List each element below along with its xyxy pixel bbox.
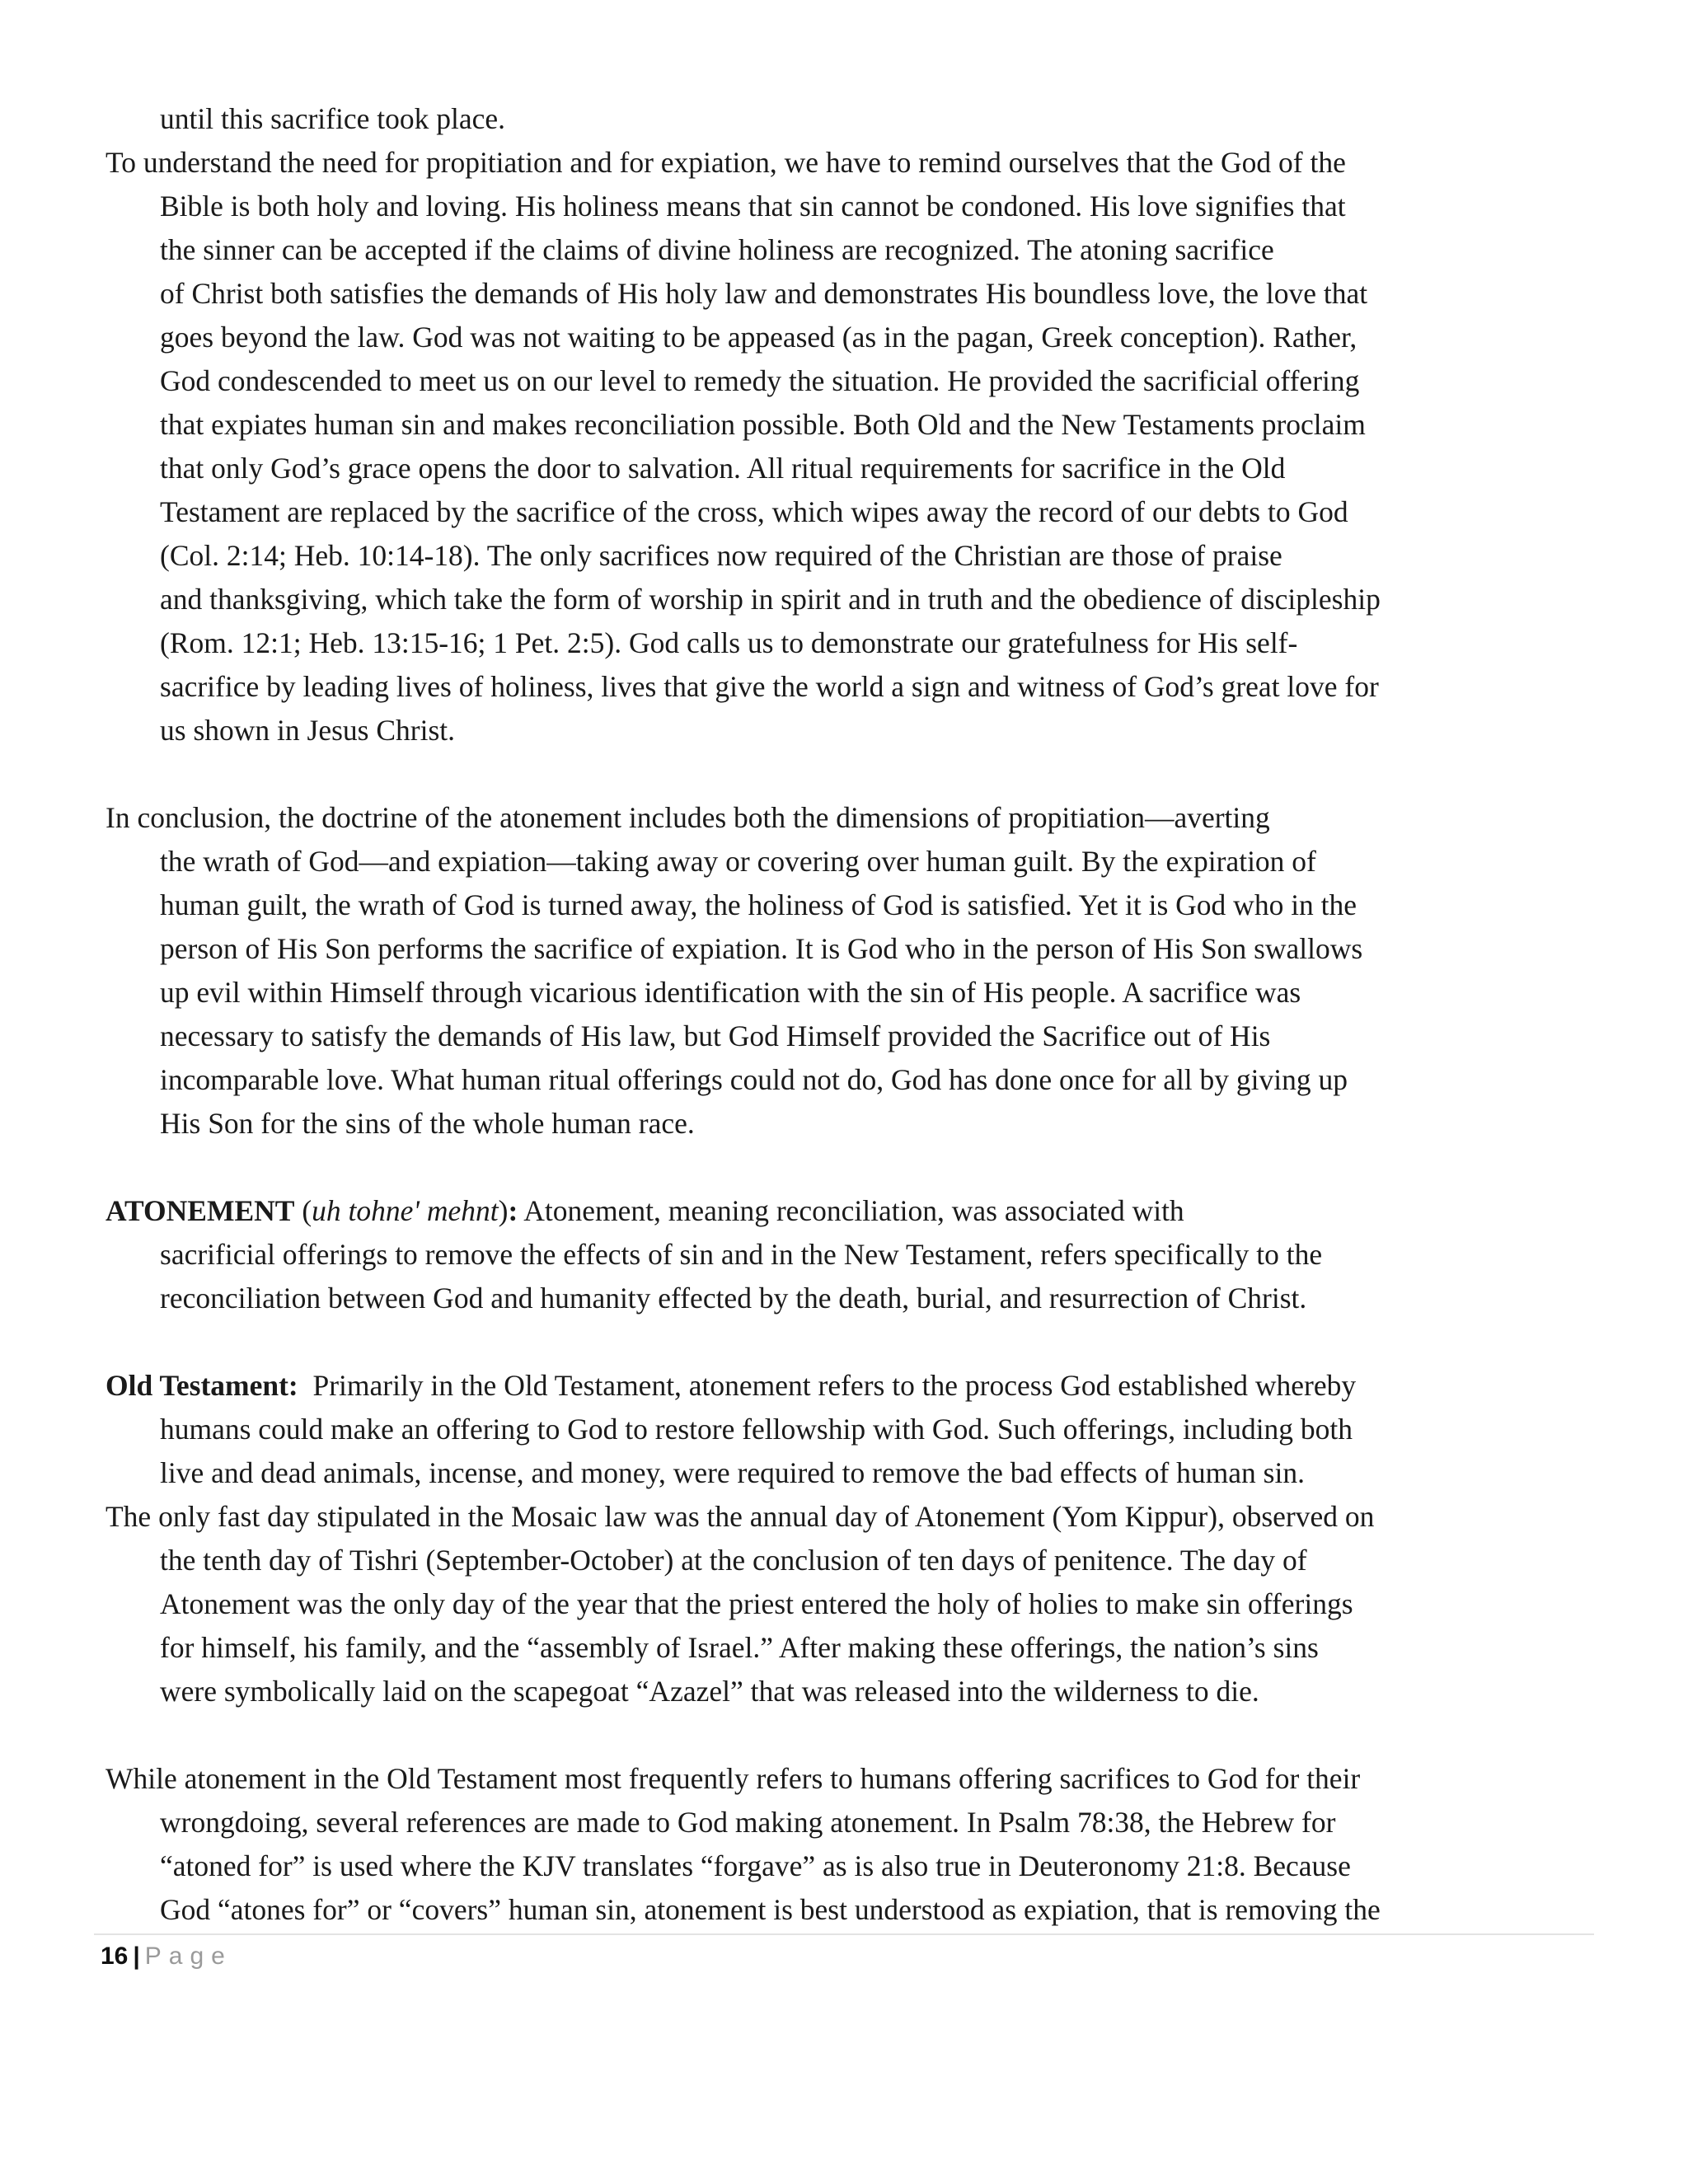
section-first-line (106, 1364, 1523, 1408)
text-line: God “atones for” or “covers” human sin, atonement is best understood as expiation, that is removing the (160, 1893, 1381, 1926)
text-line: Bible is both holy and loving. His holiness means that sin cannot be condoned. His love signifies that (160, 190, 1346, 223)
text-line: “atoned for” is used where the KJV translates “forgave” as is also true in Deuteronomy 21:8. Because (160, 1849, 1351, 1882)
footer-separator: | (133, 1943, 140, 1970)
paragraph-propitiation-expiation (106, 141, 1523, 752)
text-line: goes beyond the law. God was not waiting to be appeased (as in the pagan, Greek conception). Rather, (160, 321, 1357, 354)
text-line: reconciliation between God and humanity effected by the death, burial, and resurrection of Christ. (160, 1282, 1307, 1315)
paragraph-continuation (106, 97, 1523, 141)
footer-divider (94, 1933, 1594, 1935)
entry-first-line: ATONEMENT (uh tohne' mehnt): Atonement, meaning reconciliation, was associated with (106, 1194, 1184, 1227)
text-line: necessary to satisfy the demands of His law, but God Himself provided the Sacrifice out of His (160, 1019, 1271, 1052)
text-line: the sinner can be accepted if the claims of divine holiness are recognized. The atoning sacrifice (160, 233, 1274, 266)
text-line: and thanksgiving, which take the form of worship in spirit and in truth and the obedience of discipleship (160, 583, 1381, 616)
text-line: of Christ both satisfies the demands of His holy law and demonstrates His boundless love, the love that (160, 277, 1368, 310)
text-line: human guilt, the wrath of God is turned away, the holiness of God is satisfied. Yet it is God who in the (160, 888, 1357, 921)
text-line: His Son for the sins of the whole human race. (160, 1107, 695, 1140)
paragraph-conclusion (106, 796, 1523, 1146)
text-line: While atonement in the Old Testament most frequently refers to humans offering sacrifices to God for their (106, 1762, 1361, 1795)
entry-atonement (106, 1189, 1523, 1320)
section-old-testament (106, 1364, 1523, 1495)
paragraph-spacer (106, 1320, 1523, 1364)
text-line: live and dead animals, incense, and money, were required to remove the bad effects of human sin. (160, 1456, 1305, 1489)
page-label: Page (144, 1943, 232, 1970)
paragraph-spacer (106, 1146, 1523, 1189)
text-line: sacrifice by leading lives of holiness, lives that give the world a sign and witness of God’s great love for (160, 670, 1379, 703)
page-footer (101, 1938, 232, 1975)
text-line: In conclusion, the doctrine of the atonement includes both the dimensions of propitiation—averting (106, 801, 1270, 834)
text-line: Testament are replaced by the sacrifice of the cross, which wipes away the record of our debts to God (160, 495, 1348, 528)
text-line: that expiates human sin and makes reconciliation possible. Both Old and the New Testaments proclaim (160, 408, 1366, 441)
paragraph-spacer (106, 752, 1523, 796)
section-first-line-text: Primarily in the Old Testament, atonement refers to the process God established whereby (298, 1369, 1357, 1402)
text-line: until this sacrifice took place. (160, 102, 505, 135)
text-line: wrongdoing, several references are made to God making atonement. In Psalm 78:38, the Hebrew for (160, 1806, 1336, 1839)
text-line: incomparable love. What human ritual offerings could not do, God has done once for all by giving up (160, 1063, 1348, 1096)
paragraph-day-of-atonement (106, 1495, 1523, 1713)
text-line: for himself, his family, and the “assembly of Israel.” After making these offerings, the nation’s sins (160, 1631, 1319, 1664)
text-line: Atonement was the only day of the year that the priest entered the holy of holies to make sin offerings (160, 1587, 1353, 1620)
text-line: sacrificial offerings to remove the effects of sin and in the New Testament, refers specifically to the (160, 1238, 1323, 1271)
document-body (106, 97, 1523, 1932)
entry-heading: ATONEMENT (106, 1194, 295, 1227)
entry-first-line-text: Atonement, meaning reconciliation, was associated with (518, 1194, 1184, 1227)
text-line: us shown in Jesus Christ. (160, 714, 455, 747)
text-line: The only fast day stipulated in the Mosaic law was the annual day of Atonement (Yom Kippur), observed on (106, 1500, 1375, 1533)
page-number: 16 (101, 1943, 129, 1970)
text-line: humans could make an offering to God to restore fellowship with God. Such offerings, including both (160, 1413, 1353, 1446)
text-line: (Col. 2:14; Heb. 10:14-18). The only sacrifices now required of the Christian are those of praise (160, 539, 1282, 572)
text-line: (Rom. 12:1; Heb. 13:15-16; 1 Pet. 2:5). God calls us to demonstrate our gratefulness for His self- (160, 626, 1298, 659)
text-line: that only God’s grace opens the door to salvation. All ritual requirements for sacrifice in the Old (160, 452, 1286, 485)
text-line: were symbolically laid on the scapegoat “Azazel” that was released into the wilderness to die. (160, 1675, 1259, 1708)
pronunciation: uh tohne' mehnt (312, 1194, 499, 1227)
text-line: God condescended to meet us on our level to remedy the situation. He provided the sacrificial offering (160, 364, 1360, 397)
paragraph-god-making-atonement (106, 1757, 1523, 1932)
text-line: the wrath of God—and expiation—taking away or covering over human guilt. By the expiration of (160, 845, 1316, 878)
section-heading: Old Testament: (106, 1369, 298, 1402)
text-line: up evil within Himself through vicarious identification with the sin of His people. A sacrifice was (160, 976, 1301, 1009)
text-line: To understand the need for propitiation and for expiation, we have to remind ourselves that the God of the (106, 146, 1346, 179)
text-line: the tenth day of Tishri (September-October) at the conclusion of ten days of penitence. The day of (160, 1544, 1307, 1577)
paragraph-spacer (106, 1713, 1523, 1757)
text-line: person of His Son performs the sacrifice of expiation. It is God who in the person of His Son swallows (160, 932, 1363, 965)
